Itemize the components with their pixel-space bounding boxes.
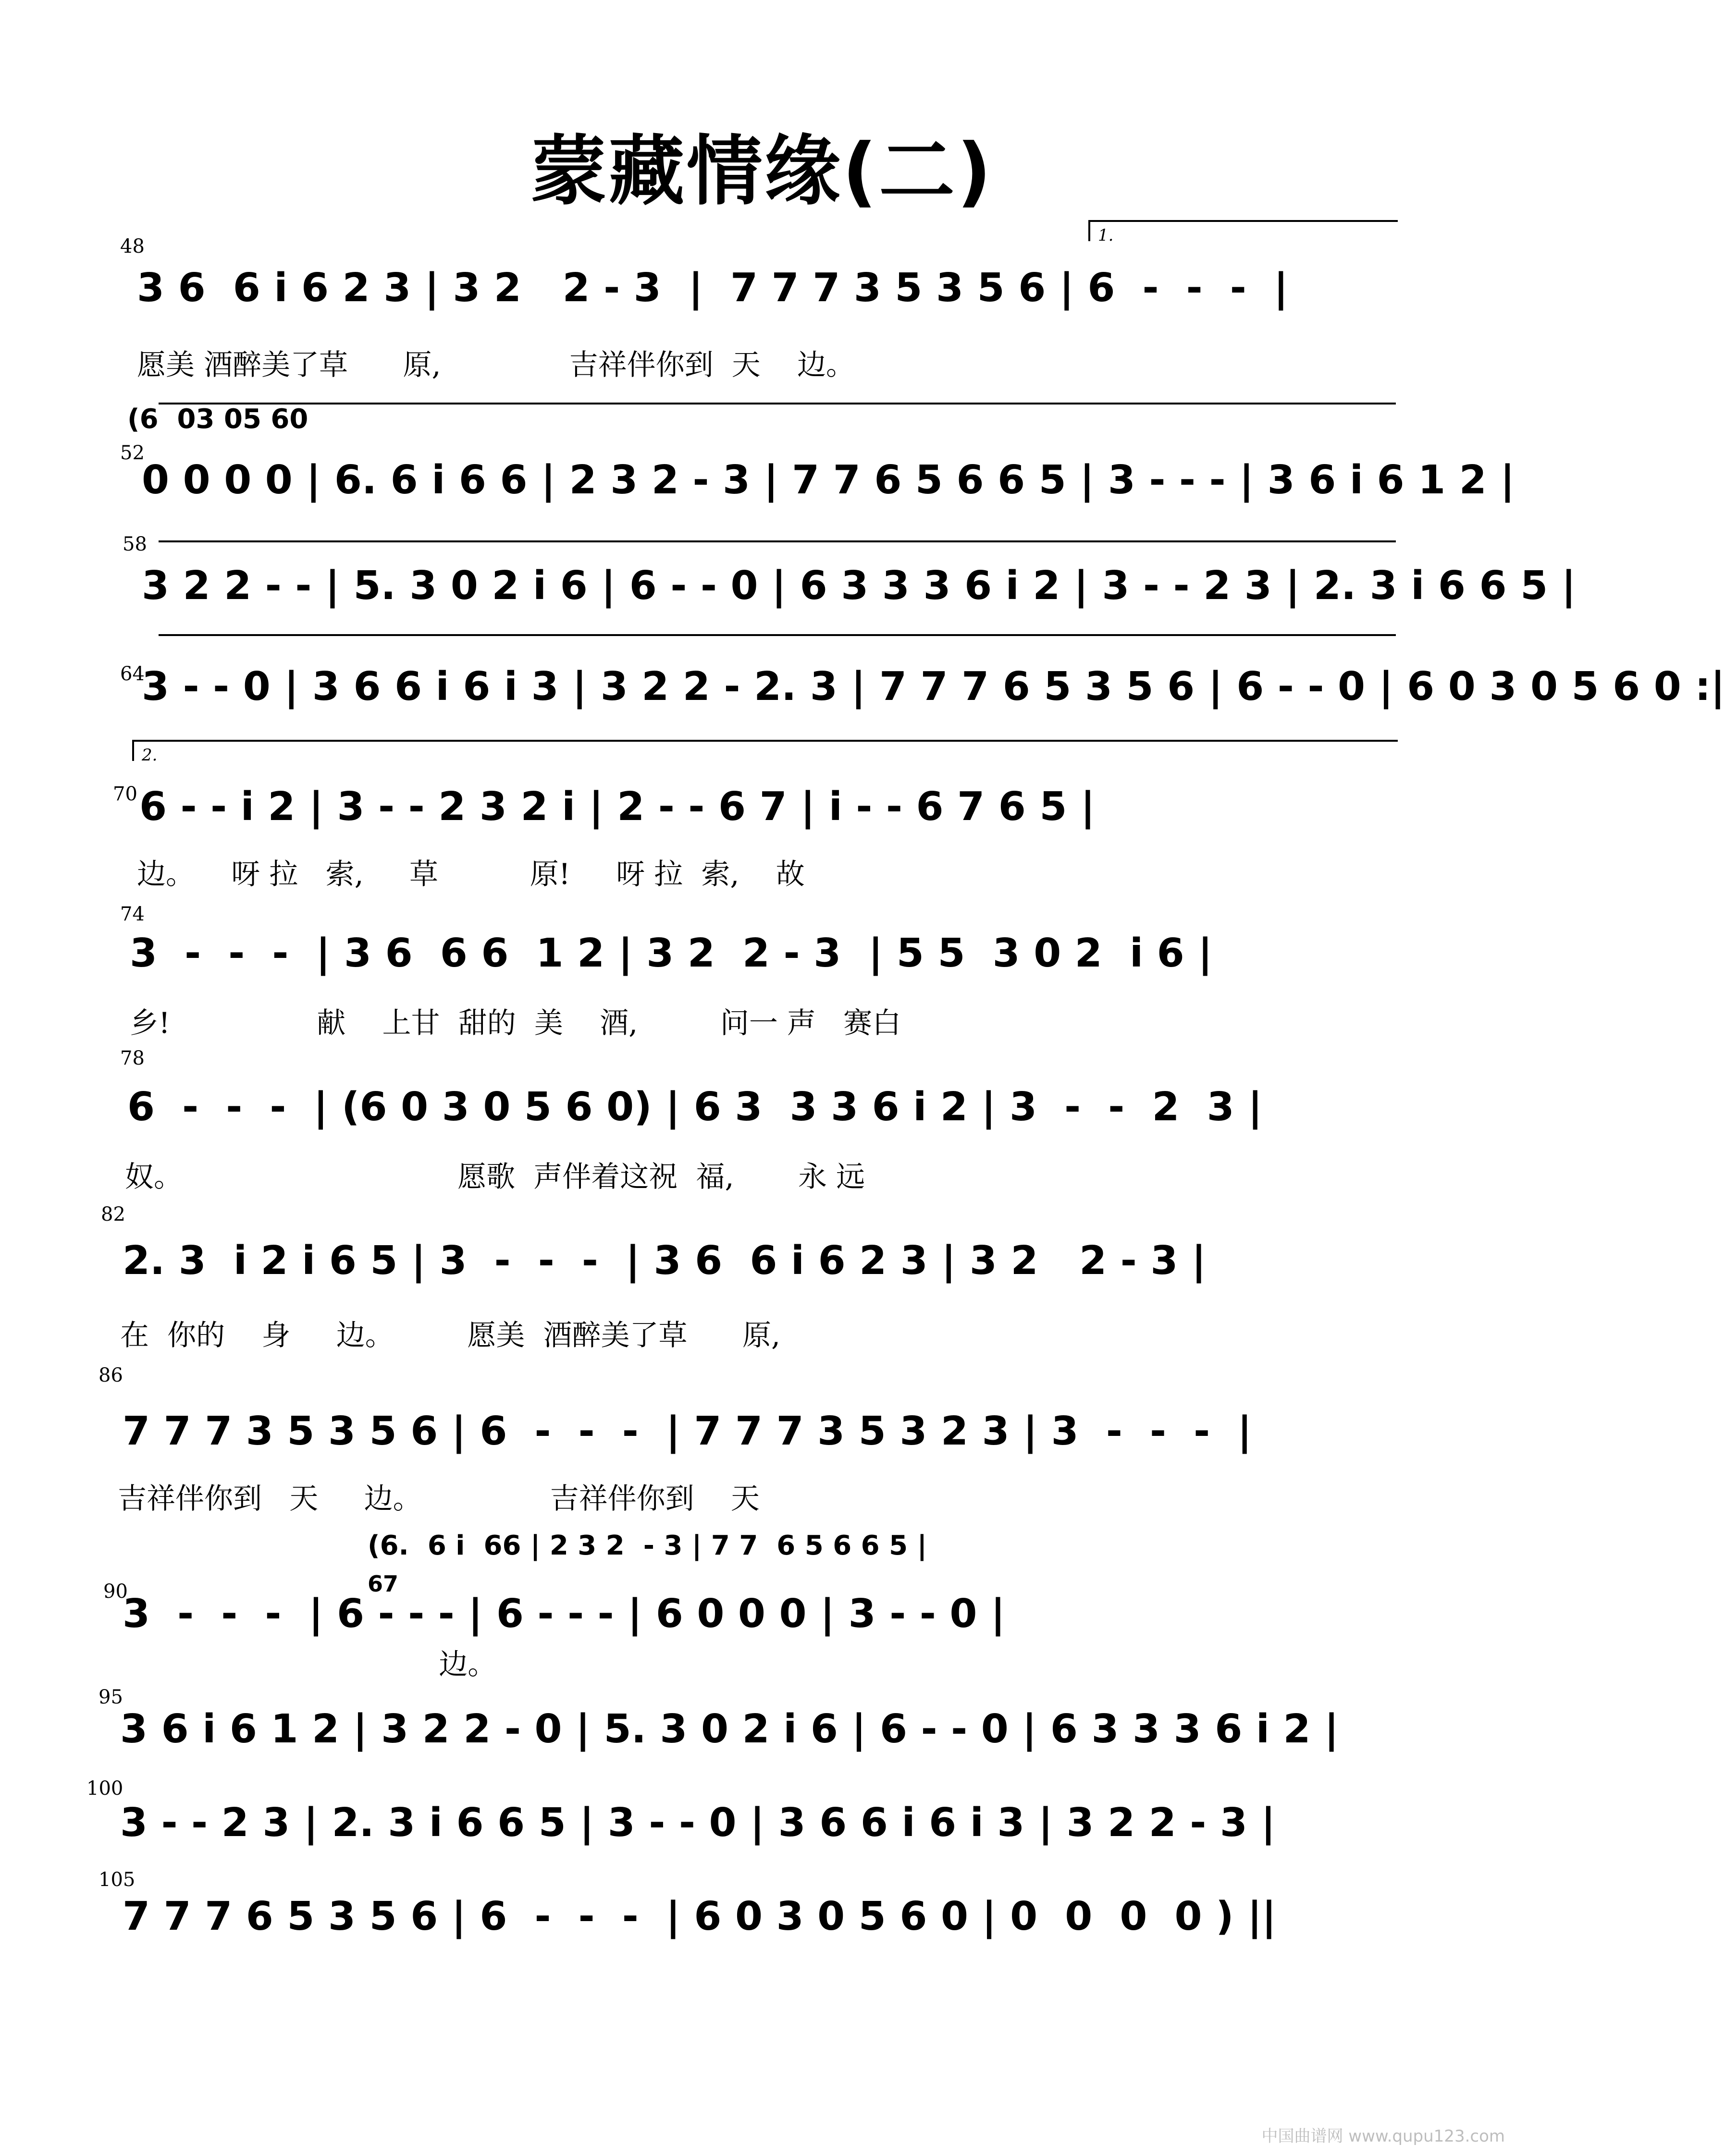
repeat-span-line (159, 634, 1396, 636)
lyrics-line: 愿美 酒醉美了草 原, 吉祥伴你到 天 边。 (137, 348, 855, 382)
system-95 (0, 1686, 1524, 1782)
system-82 (0, 1203, 1524, 1357)
notes-line: 3 - - 2 3 | 2. 3 i 6 6 5 | 3 - - 0 | 3 6 6 i 6 i 3 | 3 2 2 - 3 | (120, 1800, 1276, 1846)
measure-number: 64 (120, 663, 145, 685)
notes-line: 6 - - i 2 | 3 - - 2 3 2 i | 2 - - 6 7 | i - - 6 7 6 5 | (139, 784, 1095, 830)
system-48 (0, 235, 1524, 394)
lyrics-line: 吉祥伴你到 天 边。 吉祥伴你到 天 (118, 1482, 760, 1516)
lyrics-line: 在 你的 身 边。 愿美 酒醉美了草 原, (120, 1319, 781, 1352)
measure-number: 86 (99, 1364, 123, 1386)
measure-number: 82 (101, 1203, 125, 1225)
system-64 (0, 639, 1725, 721)
notes-line: 0 0 0 0 | 6. 6 i 6 6 | 2 3 2 - 3 | 7 7 6 5 6 6 5 | 3 - - - | 3 6 i 6 1 2 | (142, 457, 1515, 503)
prelude-interlude: (6. 6 i 66 | 2 3 2 - 3 | 7 7 6 5 6 6 5 | (368, 1530, 927, 1561)
watermark: 中国曲谱网 www.qupu123.com (1261, 2127, 1505, 2146)
volta-second-label: 2. (142, 746, 158, 765)
lyrics-line: 奴。 愿歌 声伴着这祝 福, 永 远 (125, 1160, 865, 1194)
measure-number: 48 (120, 235, 145, 257)
system-58 (0, 533, 1576, 610)
notes-line: 3 2 2 - - | 5. 3 0 2 i 6 | 6 - - 0 | 6 3 3 3 6 i 2 | 3 - - 2 3 | 2. 3 i 6 6 5 | (142, 563, 1576, 609)
measure-number: 70 (113, 783, 137, 805)
notes-line: 3 - - - | 6 - - - | 6 - - - | 6 0 0 0 | 3 - - 0 | (123, 1591, 1005, 1637)
prelude-notes: (6 03 05 60 (127, 404, 308, 435)
system-70 (0, 754, 1524, 908)
lyrics-line: 边。 呀 拉 索, 草 原! 呀 拉 索, 故 (137, 858, 805, 891)
system-52 (0, 442, 1524, 519)
system-90 (0, 1561, 1524, 1696)
volta-first-label: 1. (1098, 226, 1114, 245)
lyrics-line: 边。 (274, 1648, 497, 1681)
system-100 (0, 1777, 1524, 1874)
measure-number: 90 (103, 1580, 128, 1603)
measure-number: 105 (99, 1869, 136, 1891)
measure-number: 100 (86, 1777, 123, 1800)
measure-number: 95 (99, 1686, 123, 1708)
system-105 (0, 1869, 1524, 1965)
notes-line: 3 - - - | 3 6 6 6 1 2 | 3 2 2 - 3 | 5 5 3 0 2 i 6 | (130, 931, 1213, 976)
measure-number: 58 (123, 533, 147, 555)
notes-line: 2. 3 i 2 i 6 5 | 3 - - - | 3 6 6 i 6 2 3 | 3 2 2 - 3 | (123, 1238, 1206, 1284)
notes-line: 6 - - - | (6 0 3 0 5 6 0) | 6 3 3 3 6 i 2 | 3 - - 2 3 | (127, 1084, 1263, 1130)
system-74 (0, 903, 1524, 1057)
lyrics-line: 乡! 献 上甘 甜的 美 酒, 问一 声 赛白 (130, 1006, 901, 1040)
measure-number: 78 (120, 1047, 145, 1069)
notes-line: 3 - - 0 | 3 6 6 i 6 i 3 | 3 2 2 - 2. 3 | 7 7 7 6 5 3 5 6 | 6 - - 0 | 6 0 3 0 5 6 0 :| (142, 664, 1725, 710)
measure-number: 74 (120, 903, 145, 925)
notes-line: 7 7 7 6 5 3 5 6 | 6 - - - | 6 0 3 0 5 6 0 | 0 0 0 0 ) || (123, 1894, 1277, 1939)
system-78 (0, 1047, 1524, 1201)
notes-line: 3 6 i 6 1 2 | 3 2 2 - 0 | 5. 3 0 2 i 6 | 6 - - 0 | 6 3 3 3 6 i 2 | (120, 1706, 1339, 1752)
notes-line: 3 6 6 i 6 2 3 | 3 2 2 - 3 | 7 7 7 3 5 3 5 6 | 6 - - - | (137, 265, 1288, 311)
system-86 (0, 1364, 1524, 1518)
repeat-span-line (159, 403, 1396, 404)
pickup-notes: 67 (368, 1571, 399, 1597)
notes-line: 7 7 7 3 5 3 5 6 | 6 - - - | 7 7 7 3 5 3 2 3 | 3 - - - | (123, 1409, 1252, 1454)
page-title: 蒙藏情缘(二) (530, 127, 994, 216)
measure-number: 52 (120, 442, 145, 464)
